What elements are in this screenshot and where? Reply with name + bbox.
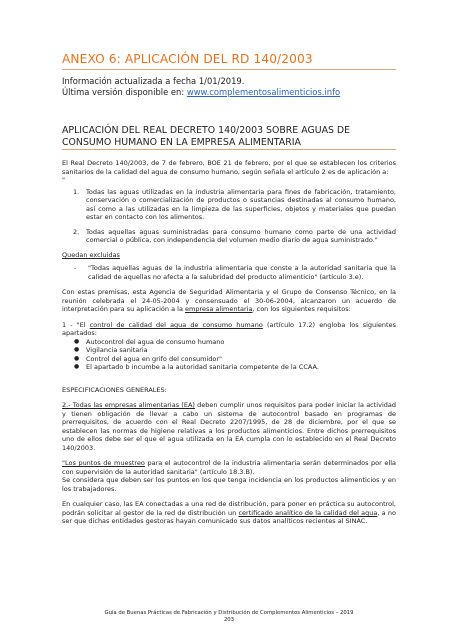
excluded-heading: Quedan excluidas <box>62 250 120 259</box>
list-number: 2. <box>73 227 80 236</box>
spec-2-paragraph: 2.- Todas las empresas alimentarias (EA) deben cumplir unos requisitos para poder iniciar la actividad y tienen obligación de llevar a cabo un sistema de autocontrol basado en programas de prerrequisitos, de acuerdo con el Real Decreto 2207/1995, de 28 de diciembre, por el que se establecen las normas de higiene relativas a los productos alimenticios. Entre dichos prerrequisitos uno de ellos debe ser el que el agua utilizada en la EA cumpla con lo establecido en el Real Decreto 140/2003. <box>62 401 396 452</box>
sampling-paragraph: "Los puntos de muestreo para el autocontrol de la industria alimentaria serán determinados por ella con supervisión de la autoridad sanitaria" (artículo 18.3.B). Se considera que deben ser los puntos en los que tenga incidencia en los productos alimenticios y en los trabajadores. <box>62 459 396 493</box>
updated-date: Información actualizada a fecha 1/01/2019. <box>62 76 245 86</box>
list-number: 1. <box>73 187 80 196</box>
sampling-term: "Los puntos de muestreo <box>62 459 145 468</box>
website-link[interactable]: www.complementosalimenticios.info <box>186 86 341 97</box>
page-number: 203 <box>223 617 235 623</box>
closing-paragraph: En cualquier caso, las EA conectadas a una red de distribución, para poner en práctica su autocontrol, podrán solicitar al gestor de la red de distribución un certificado analítico de la calidad del agua, a no ser que dichas entidades gestoras hayan comunicado sus datos analíticos recientes al SINAC. <box>62 500 396 526</box>
control-bullets <box>62 338 396 372</box>
spec-2-term: 2.- Todas las empresas alimentarias (EA) <box>62 401 195 410</box>
list-text: Todas las aguas utilizadas en la industria alimentaria para fines de fabricación, tratamiento, conservación o comercialización de productos o sustancias destinadas al consumo humano, así como a las utilizadas en la limpieza de las superficies, objetos y materiales que puedan estar en contacto con los alimentos. <box>86 187 396 222</box>
bullet-icon: ● <box>74 363 80 371</box>
requirement-1: 1 - "El control de calidad del agua de consumo humano (artículo 17.2) engloba los siguientes apartados: <box>62 320 396 338</box>
list-item: ● Control del agua en grifo del consumidor" <box>74 354 223 363</box>
intro-paragraph <box>62 159 396 185</box>
annex-title: ANEXO 6: APLICACIÓN DEL RD 140/2003 <box>62 52 313 66</box>
spec-heading: ESPECIFICACIONES GENERALES: <box>62 385 167 394</box>
list-item: ● Vigilancia sanitaria <box>74 346 148 355</box>
title-divider <box>62 69 396 70</box>
available-line <box>62 87 396 98</box>
list-item <box>74 264 396 281</box>
section-divider <box>62 149 396 150</box>
document-page <box>62 52 396 526</box>
footer-text: Guía de Buenas Prácticas de Fabricación y Distribución de Complementos Alimenticios – 2019 <box>104 610 354 616</box>
page-footer <box>62 610 396 624</box>
list-item <box>74 188 396 222</box>
bullet-icon: ● <box>74 354 80 362</box>
section-title: APLICACIÓN DEL REAL DECRETO 140/2003 SOBRE AGUAS DE CONSUMO HUMANO EN LA EMPRESA ALIMENTARIA <box>62 125 351 148</box>
premises-paragraph: Con estas premisas, esta Agencia de Seguridad Alimentaria y el Grupo de Consenso Técnico, en la reunión celebrada el 24-05-2004 y consensuado el 30-06-2004, alcanzaron un acuerdo de interpretación para su aplicación a la empresa alimentaria, con los siguientes requisitos: <box>62 288 396 314</box>
empresa-alimentaria-link: empresa alimentaria <box>185 305 253 314</box>
dash-marker: - <box>74 264 77 273</box>
list-item: ● El apartado b incumbe a la autoridad sanitaria competente de la CCAA. <box>74 363 319 372</box>
list-item: ● Autocontrol del agua de consumo humano <box>74 337 225 346</box>
excluded-list <box>62 264 396 281</box>
bullet-icon: ● <box>74 337 80 345</box>
available-prefix: Última versión disponible en: <box>62 86 187 97</box>
intro-text: El Real Decreto 140/2003, de 7 de febrero, BOE 21 de febrero, por el que se establecen los criterios sanitarios de la calidad del agua de consumo humano, según señala el artículo 2 es de aplicación a: <box>62 159 396 176</box>
application-list <box>62 188 396 245</box>
intro-quote: " <box>62 176 65 185</box>
list-item <box>74 228 396 245</box>
list-text: "Todas aquellas aguas de la industria alimentaria que conste a la autoridad sanitaria que la calidad de aquellas no afecta a la salubridad del producto alimenticio" (artículo 3.e). <box>88 264 396 281</box>
update-info <box>62 76 396 97</box>
bullet-icon: ● <box>74 346 80 354</box>
certificate-term: certificado analítico de la calidad del agua <box>238 508 378 517</box>
list-text: Todas aquellas aguas suministradas para consumo humano como parte de una actividad comercial o pública, con independencia del volumen medio diario de agua suministrado." <box>86 227 396 245</box>
quality-control-term: control de calidad del agua de consumo humano <box>89 320 263 329</box>
